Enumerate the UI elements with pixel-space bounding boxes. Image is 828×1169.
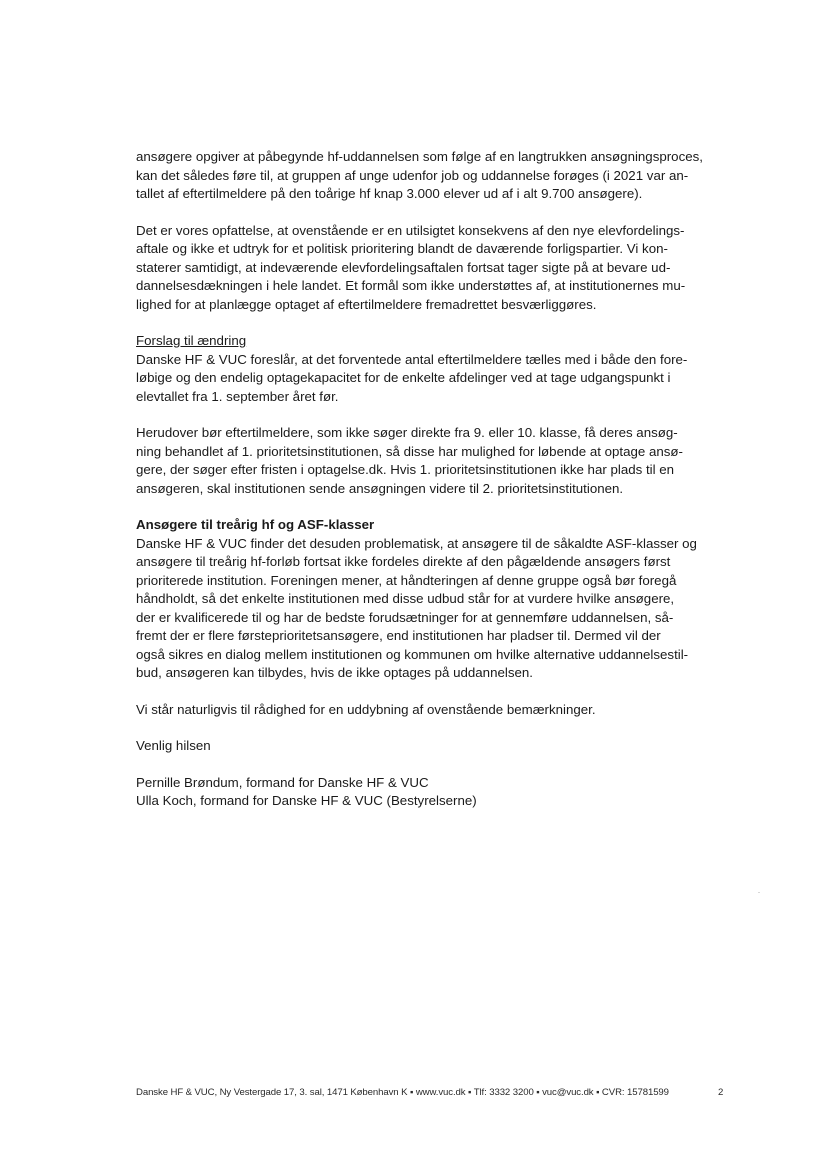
signature-line: Pernille Brøndum, formand for Danske HF & VUC	[136, 774, 429, 790]
text-line: lighed for at planlægge optaget af eftertilmeldere fremadrettet besværliggøres.	[136, 296, 597, 312]
text-line: Det er vores opfattelse, at ovenstående er en utilsigtet konsekvens af den nye elevfordelings-	[136, 222, 685, 238]
letter-body	[136, 148, 702, 829]
scan-speck	[758, 892, 760, 893]
text-line: bud, ansøgeren kan tilbydes, hvis de ikke optages på uddannelsen.	[136, 665, 533, 680]
text-line: ansøgeren, skal institutionen sende ansøgningen videre til 2. prioritetsinstitutionen.	[136, 480, 624, 496]
text-line: elevtallet fra 1. september året før.	[136, 388, 339, 404]
text-line: prioriterede institution. Foreningen mener, at håndteringen af denne gruppe også bør foregå	[136, 572, 677, 588]
greeting	[136, 737, 702, 756]
text-line: fremt der er flere førsteprioritetsansøgere, end institutionen har pladser til. Dermed vil der	[136, 628, 661, 643]
section-asf	[136, 516, 702, 683]
signature-block	[136, 774, 702, 811]
paragraph-6	[136, 701, 702, 720]
signature-line: Ulla Koch, formand for Danske HF & VUC (Bestyrelserne)	[136, 793, 477, 808]
text-line: staterer samtidigt, at indeværende elevfordelingsaftalen fortsat tager sigte på at bevare ud-	[136, 259, 671, 275]
text-line: gere, der søger efter fristen i optagelse.dk. Hvis 1. prioritetsinstitutionen ikke har plads til en	[136, 462, 675, 477]
text-line: aftale og ikke et udtryk for et politisk prioritering blandt de daværende forligspartier. Vi kon-	[136, 241, 668, 256]
text-line: også sikres en dialog mellem institutionen og kommunen om hvilke alternative uddannelsestil-	[136, 646, 689, 662]
text-line: ning behandlet af 1. prioritetsinstitutionen, så disse har mulighed for løbende at optage ansø-	[136, 443, 683, 459]
text-line: der er kvalificerede til og har de bedste forudsætninger for at gennemføre uddannelsen, så-	[136, 609, 674, 625]
section-heading-asf: Ansøgere til treårig hf og ASF-klasser	[136, 517, 375, 532]
text-line: håndholdt, så det enkelte institutionen med disse udbud står for at vurdere hvilke ansøgere,	[136, 591, 675, 606]
text-line: Vi står naturligvis til rådighed for en uddybning af ovenstående bemærkninger.	[136, 701, 596, 717]
paragraph-2	[136, 222, 702, 315]
text-line: dannelsesdækningen i hele landet. Et formål som ikke understøttes af, at institutionernes mu-	[136, 278, 686, 293]
text-line: Herudover bør eftertilmeldere, som ikke søger direkte fra 9. eller 10. klasse, få deres ansøg-	[136, 425, 678, 440]
text-line: ansøgere opgiver at påbegynde hf-uddannelsen som følge af en langtrukken ansøgningsproces,	[136, 149, 703, 164]
text-line: Danske HF & VUC finder det desuden problematisk, at ansøgere til de såkaldte ASF-klasser og	[136, 535, 697, 551]
text-line: ansøgere til treårig hf-forløb fortsat ikke fordeles direkte af den pågældende ansøgers først	[136, 554, 671, 569]
page-footer: Danske HF & VUC, Ny Vestergade 17, 3. sal, 1471 København K ▪ www.vuc.dk ▪ Tlf: 3332 3200 ▪ vuc@vuc.dk ▪ CVR: 15781599	[136, 1087, 669, 1098]
paragraph-1	[136, 148, 702, 204]
text-line: Danske HF & VUC foreslår, at det forventede antal eftertilmeldere tælles med i både den fore-	[136, 351, 688, 367]
paragraph-4	[136, 424, 702, 498]
greeting-text: Venlig hilsen	[136, 738, 211, 753]
text-line: tallet af eftertilmeldere på den toårige hf knap 3.000 elever ud af i alt 9.700 ansøgere).	[136, 186, 643, 201]
page-number: 2	[718, 1087, 724, 1098]
text-line: løbige og den endelig optagekapacitet for de enkelte afdelinger ved at tage udgangspunkt i	[136, 370, 671, 385]
section-heading-forslag: Forslag til ændring	[136, 333, 247, 348]
text-line: kan det således føre til, at gruppen af unge udenfor job og uddannelse forøges (i 2021 var an-	[136, 167, 689, 183]
section-forslag	[136, 332, 702, 406]
